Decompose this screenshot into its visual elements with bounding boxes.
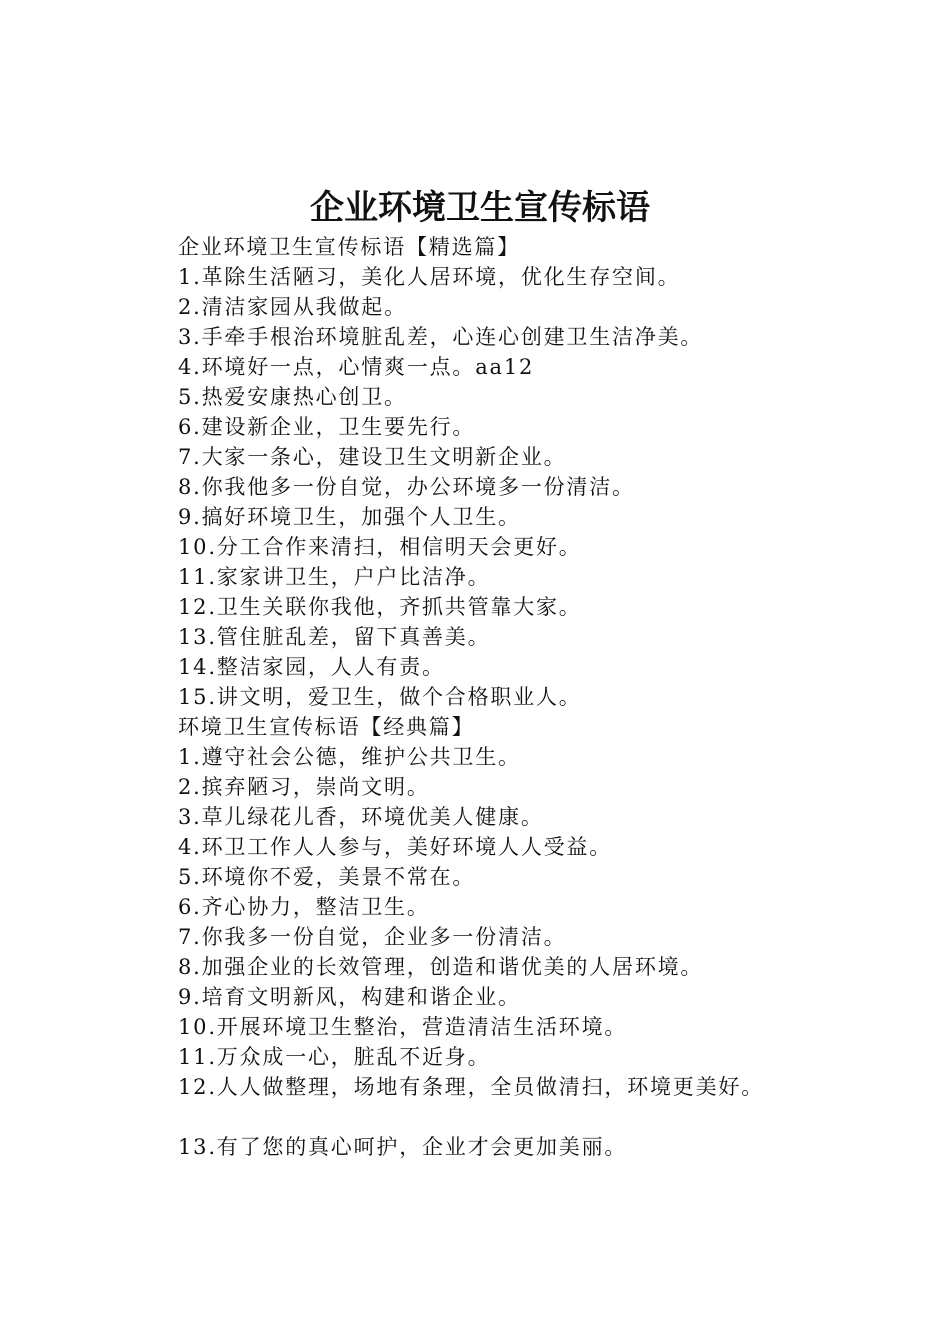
list-item: 8.你我他多一份自觉，办公环境多一份清洁。 [178,475,635,499]
list-item: 9.搞好环境卫生，加强个人卫生。 [178,505,521,529]
list-item: 5.热爱安康热心创卫。 [178,385,407,409]
list-item: 11.万众成一心，脏乱不近身。 [178,1045,491,1069]
list-item: 5.环境你不爱，美景不常在。 [178,865,476,889]
list-item: 12.卫生关联你我他，齐抓共管靠大家。 [178,595,582,619]
list-item: 1.革除生活陋习，美化人居环境，优化生存空间。 [178,265,681,289]
list-item: 4.环境好一点，心情爽一点。aa12 [178,355,535,379]
list-item: 10.分工合作来清扫，相信明天会更好。 [178,535,582,559]
list-item: 14.整洁家园，人人有责。 [178,655,445,679]
section-heading: 企业环境卫生宣传标语【精选篇】 [178,235,520,259]
list-item: 7.你我多一份自觉，企业多一份清洁。 [178,925,567,949]
list-item: 11.家家讲卫生，户户比洁净。 [178,565,491,589]
document-title: 企业环境卫生宣传标语 [310,188,650,228]
list-item: 8.加强企业的长效管理，创造和谐优美的人居环境。 [178,955,704,979]
list-item: 10.开展环境卫生整治，营造清洁生活环境。 [178,1015,628,1039]
list-item: 13.有了您的真心呵护，企业才会更加美丽。 [178,1135,628,1159]
list-item: 13.管住脏乱差，留下真善美。 [178,625,491,649]
section-heading: 环境卫生宣传标语【经典篇】 [178,715,475,739]
list-item: 3.手牵手根治环境脏乱差，心连心创建卫生洁净美。 [178,325,704,349]
list-item: 9.培育文明新风，构建和谐企业。 [178,985,521,1009]
list-item: 2.摈弃陋习，崇尚文明。 [178,775,430,799]
list-item: 6.齐心协力，整洁卫生。 [178,895,430,919]
list-item: 2.清洁家园从我做起。 [178,295,407,319]
list-item: 15.讲文明，爱卫生，做个合格职业人。 [178,685,582,709]
blank-line [178,1102,878,1132]
list-item: 3.草儿绿花儿香，环境优美人健康。 [178,805,544,829]
list-item: 7.大家一条心，建设卫生文明新企业。 [178,445,567,469]
list-item: 4.环卫工作人人参与，美好环境人人受益。 [178,835,613,859]
document-body [178,232,878,1162]
list-item: 12.人人做整理，场地有条理，全员做清扫，环境更美好。 [178,1075,764,1099]
list-item: 1.遵守社会公德，维护公共卫生。 [178,745,521,769]
list-item: 6.建设新企业，卫生要先行。 [178,415,476,439]
